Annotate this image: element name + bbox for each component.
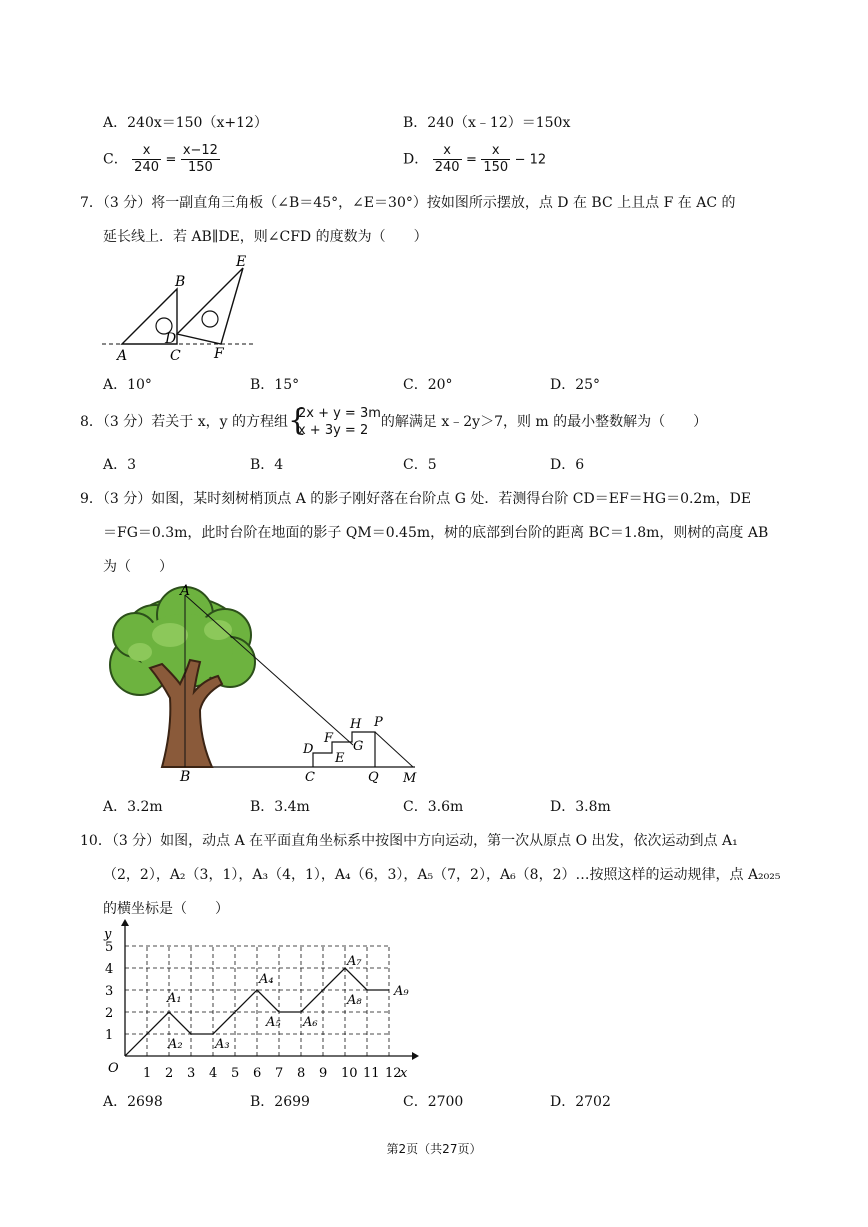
fraction: $\frac{x}{240}$ [134,143,159,175]
point-label-a4: A₄ [259,972,274,987]
label-a: A [180,583,191,599]
y-tick-label: 1 [105,1028,114,1043]
label-b: B [180,769,191,785]
y-tick-label: 5 [105,940,114,955]
label-c: C [305,770,315,785]
point-label-a1: A₁ [167,991,182,1006]
x-tick-label: 5 [231,1066,240,1081]
point-labels [166,954,409,1052]
x-tick-label: 1 [143,1066,152,1081]
label-f: F [324,731,334,746]
q9-option-b[interactable]: B．3.4m [250,799,310,815]
y-tick-label: 2 [105,1006,114,1021]
q7-option-a[interactable]: A．10° [103,377,152,393]
q7-option-d[interactable]: D．25° [550,377,601,393]
point-label-a7: A₇ [347,954,362,969]
x-tick-label: 3 [187,1066,196,1081]
point-label-a2: A₂ [168,1037,183,1052]
q10-stem-line3: 的横坐标是（ ） [103,901,229,917]
q6-option-d[interactable]: D． $\frac{x}{240}$ = $\frac{x}{150}$ − 12 [403,143,547,175]
x-tick-label: 9 [319,1066,328,1081]
q9-stem-line1: 9．（3 分）如图，某时刻树梢顶点 A 的影子刚好落在台阶点 G 处．若测得台阶 CD＝EF＝HG＝0.2m，DE [80,491,752,507]
q8-option-b[interactable]: B．4 [250,457,284,473]
label-m: M [403,771,417,785]
y-axis-label: y [104,927,112,942]
label-h: H [350,717,362,732]
y-tick-label: 3 [105,984,114,999]
stair-shadow-ray [375,732,413,767]
y-tick-label: 4 [105,962,114,977]
q9-stem-line2: ＝FG＝0.3m，此时台阶在地面的影子 QM＝0.45m，树的底部到台阶的距离 BC＝1.8m，则树的高度 AB [103,525,769,541]
point-label-a9: A₉ [394,984,409,999]
x-tick-label: 10 [341,1066,358,1081]
q9-stem-line3: 为（ ） [103,559,173,575]
x-tick-label: 2 [165,1066,174,1081]
q6-option-c[interactable]: C． $\frac{x}{240}$ = $\frac{x-12}{150}$ [103,143,218,175]
fraction: $\frac{x-12}{150}$ [182,143,218,175]
q10-option-d[interactable]: D．2702 [550,1094,611,1110]
q9-option-c[interactable]: C．3.6m [403,799,464,815]
label-c: C [170,348,181,364]
q9-option-d[interactable]: D．3.8m [550,799,611,815]
label-b: B [175,274,186,290]
x-tick-label: 6 [253,1066,262,1081]
label-q: Q [368,770,379,785]
q9-tree-figure [100,580,420,785]
point-label-a5: A₅ [266,1015,281,1030]
q10-option-b[interactable]: B．2699 [250,1094,310,1110]
x-axis-arrow [412,1052,419,1060]
q10-coordinate-figure [100,918,420,1083]
x-tick-labels [143,1066,402,1081]
triangle-def [177,268,243,344]
hole-circle [202,311,218,327]
q8-stem: 8．（3 分）若关于 x，y 的方程组 { 2x + y = 3m x + 3y = 2 的解满足 x﹣2y＞7，则 m 的最小整数解为（ ） [80,403,708,438]
x-tick-label: 8 [297,1066,306,1081]
label-e: E [335,751,345,766]
x-axis-label: x [400,1066,408,1081]
label-p: P [374,715,383,730]
label-f: F [214,346,224,362]
q7-stem-line2: 延长线上．若 AB∥DE，则∠CFD 的度数为（ ） [103,229,428,245]
q8-option-d[interactable]: D．6 [550,457,585,473]
x-tick-label: 12 [385,1066,402,1081]
label-d: D [165,331,177,347]
x-tick-label: 4 [209,1066,218,1081]
y-axis-arrow [121,919,129,926]
label-a: A [117,348,128,364]
q9-option-a[interactable]: A．3.2m [103,799,163,815]
y-tick-labels [105,940,113,1043]
fraction: $\frac{x}{150}$ [483,143,509,175]
q6-option-a[interactable]: A．240x＝150（x+12） [103,115,268,131]
q10-option-c[interactable]: C．2700 [403,1094,464,1110]
point-label-a8: A₈ [347,993,362,1008]
label-d: D [303,742,314,757]
q10-option-a[interactable]: A．2698 [103,1094,163,1110]
x-tick-label: 11 [363,1066,380,1081]
page-footer: 第2页（共27页） [386,1142,482,1156]
q8-option-c[interactable]: C．5 [403,457,437,473]
label-e: E [236,254,247,270]
point-label-a6: A₆ [303,1015,318,1030]
q7-stem-line1: 7．（3 分）将一副直角三角板（∠B＝45°，∠E＝30°）按如图所示摆放，点 D 在 BC 上且点 F 在 AC 的 [80,195,736,211]
q6-option-b[interactable]: B．240（x﹣12）＝150x [403,115,571,131]
q7-option-b[interactable]: B．15° [250,377,300,393]
equation-system: { 2x + y = 3m x + 3y = 2 [287,403,381,438]
point-label-a3: A₃ [215,1037,230,1052]
label-g: G [353,739,364,754]
q10-stem-line1: 10．（3 分）如图，动点 A 在平面直角坐标系中按图中方向运动，第一次从原点 O 出发，依次运动到点 A₁ [80,833,738,849]
q7-figure [100,250,260,365]
q10-stem-line2: （2，2），A₂（3，1），A₃（4，1），A₄（6，3），A₅（7，2），A₆（8，2）…按照这样的运动规律，点 A₂₀₂₅ [103,867,781,883]
origin-label: O [108,1061,119,1076]
fraction: $\frac{x}{240}$ [434,143,460,175]
q8-option-a[interactable]: A．3 [103,457,137,473]
q7-option-c[interactable]: C．20° [403,377,453,393]
x-tick-label: 7 [275,1066,284,1081]
